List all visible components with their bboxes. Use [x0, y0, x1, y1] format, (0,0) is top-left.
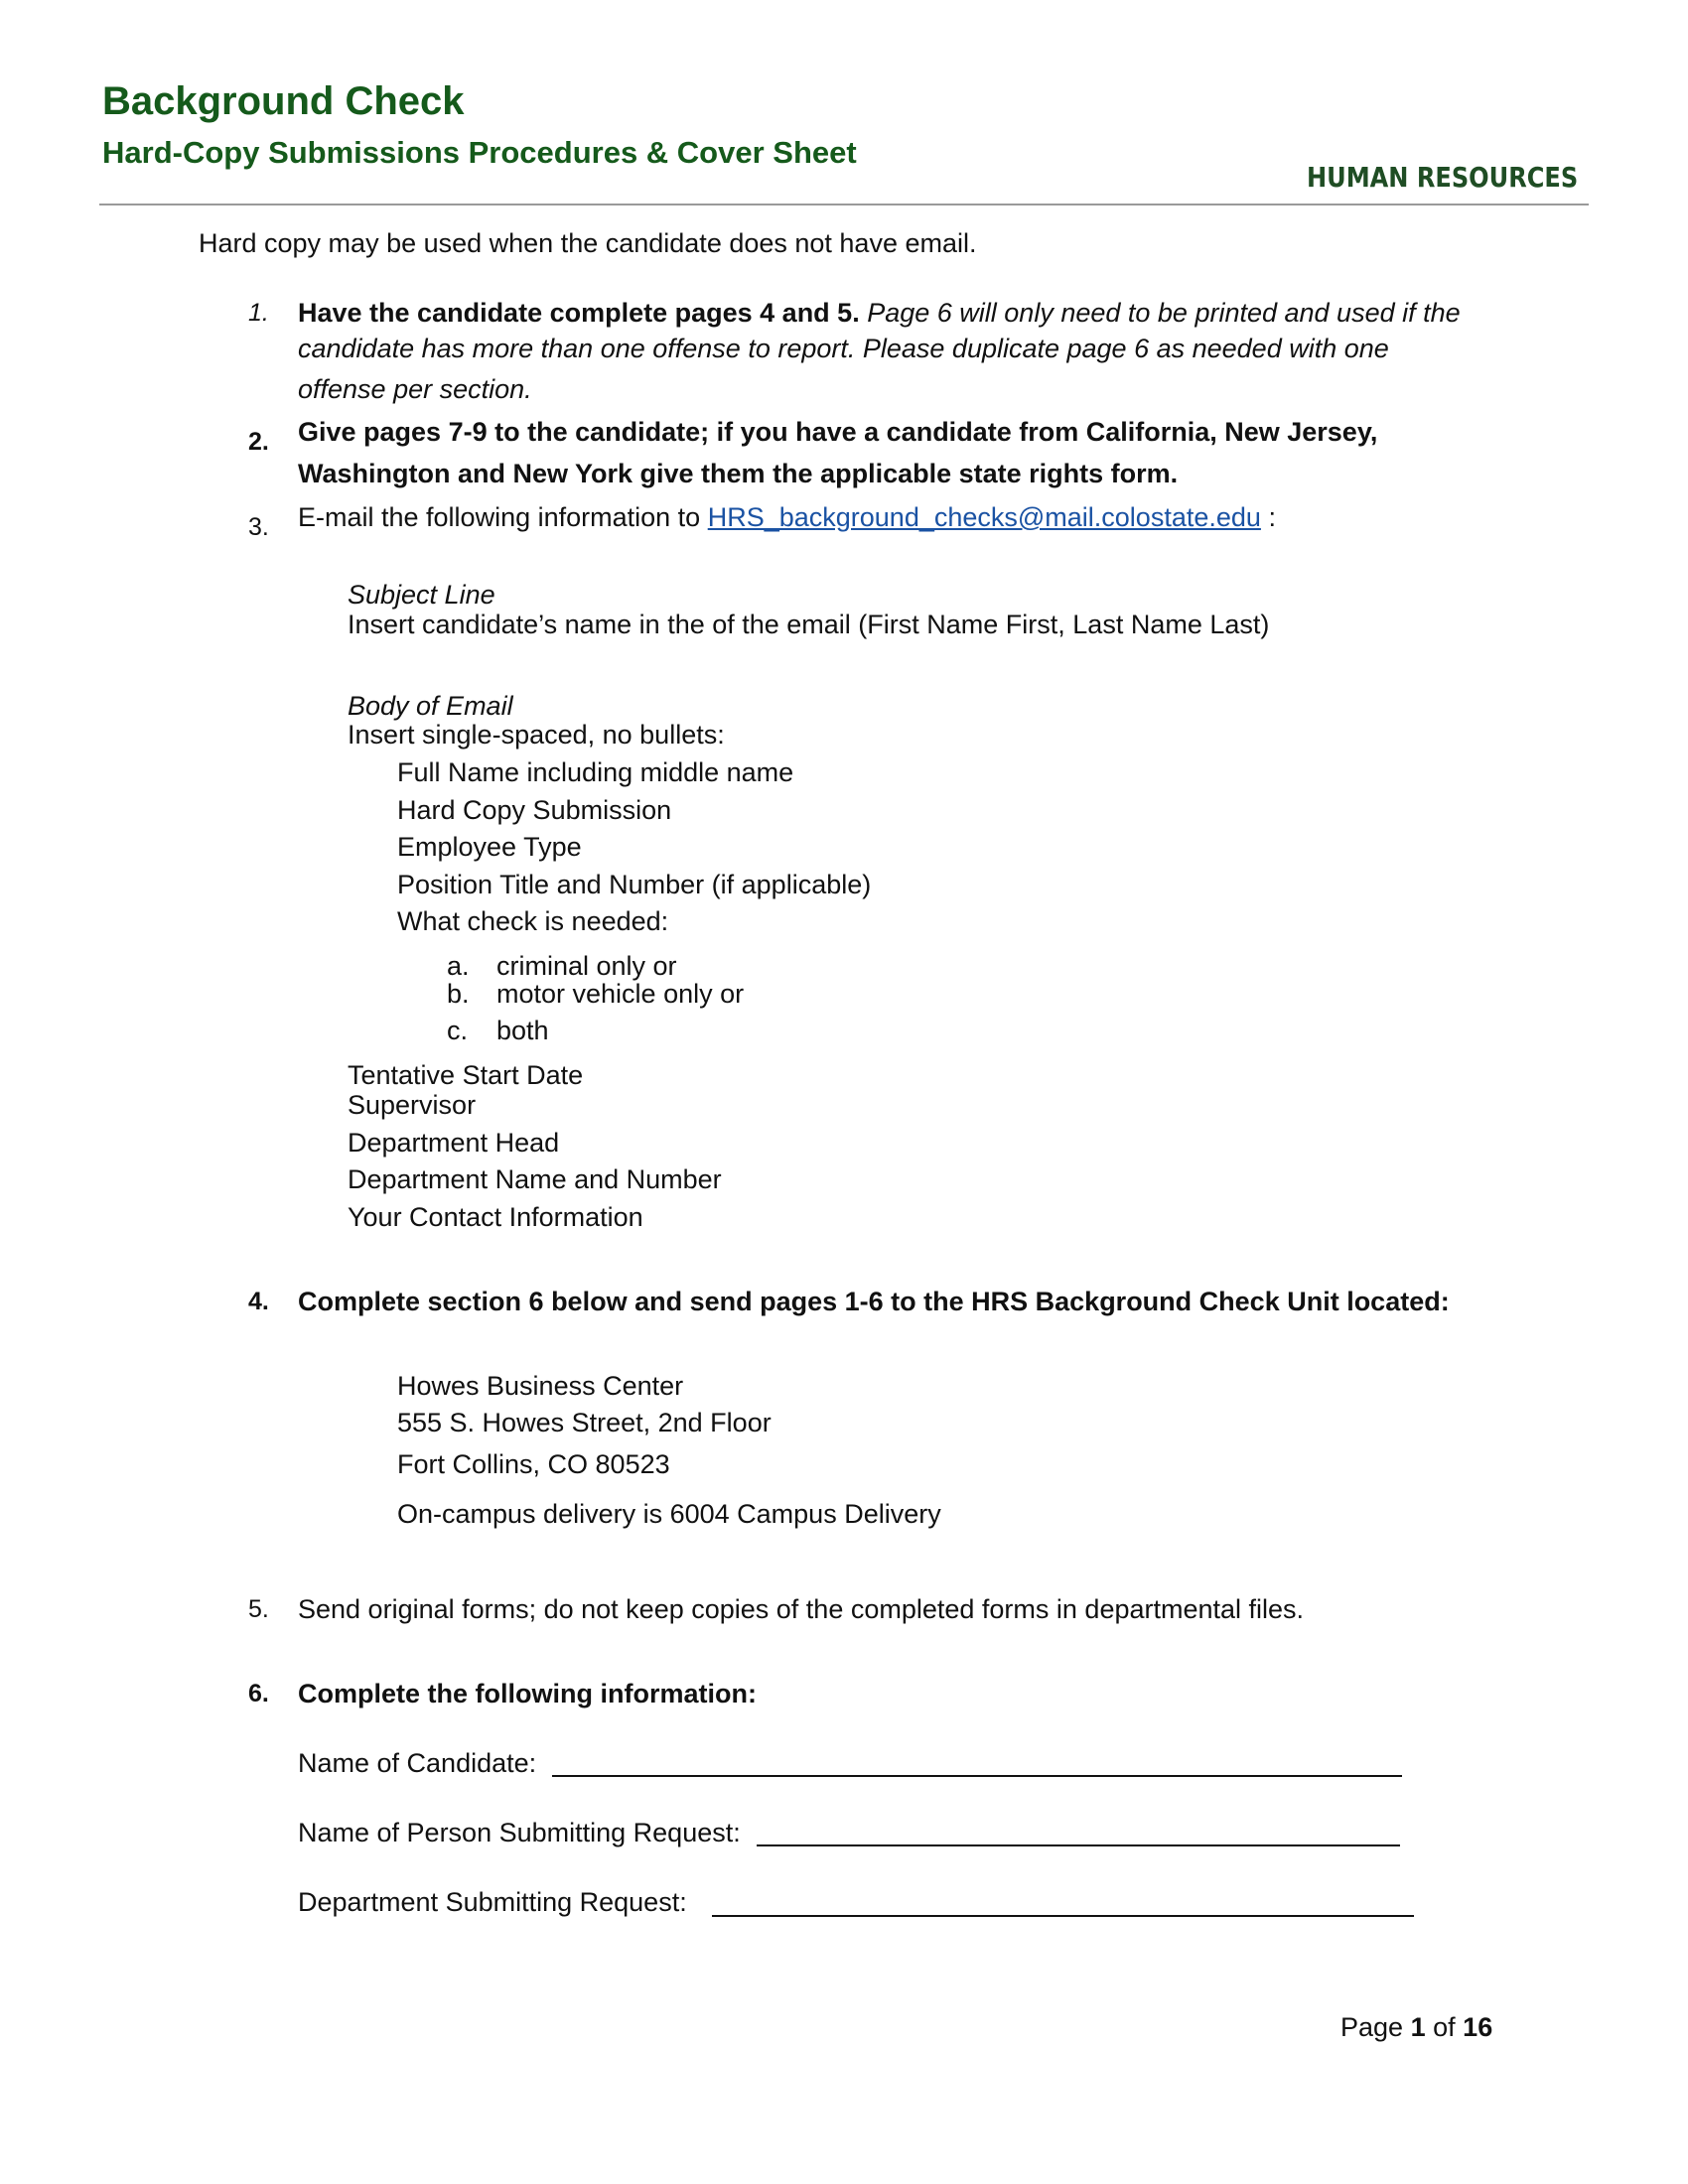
check-option-text: criminal only or [496, 951, 677, 981]
of-word: of [1433, 2012, 1456, 2042]
body-item: Your Contact Information [348, 1202, 643, 1232]
address-line: 555 S. Howes Street, 2nd Floor [397, 1408, 772, 1437]
step-1-number: 1. [248, 299, 269, 327]
body-item: Position Title and Number (if applicable) [397, 870, 872, 899]
step-2-number: 2. [248, 428, 269, 456]
subject-line-heading: Subject Line [348, 580, 495, 610]
body-item: What check is needed: [397, 906, 669, 936]
address-line: Fort Collins, CO 80523 [397, 1449, 670, 1479]
department-label: Department Submitting Request: [298, 1887, 687, 1917]
step-6-text: Complete the following information: [298, 1679, 757, 1708]
check-option-letter: b. [447, 979, 470, 1009]
step-6-number: 6. [248, 1680, 269, 1707]
step-4-text: Complete section 6 below and send pages 1-6 to the HRS Background Check Unit located: [298, 1287, 1450, 1316]
body-email-instruction: Insert single-spaced, no bullets: [348, 720, 725, 750]
step-1-italic-1: Page 6 will only need to be printed and used if the [867, 298, 1461, 328]
body-item: Full Name including middle name [397, 757, 794, 787]
body-item: Department Head [348, 1128, 560, 1158]
body-item: Hard Copy Submission [397, 795, 672, 825]
hr-email-link[interactable]: HRS_background_checks@mail.colostate.edu [707, 502, 1261, 532]
body-item: Supervisor [348, 1090, 477, 1120]
step-5-number: 5. [248, 1595, 269, 1623]
candidate-name-field[interactable] [552, 1775, 1402, 1777]
step-3-text: E-mail the following information to [298, 502, 701, 532]
page-word: Page [1340, 2012, 1404, 2042]
submitter-name-label: Name of Person Submitting Request: [298, 1818, 741, 1847]
human-resources-logo: HUMAN RESOURCES [1307, 161, 1579, 194]
intro-text: Hard copy may be used when the candidate does not have email. [199, 228, 977, 258]
check-option-letter: c. [447, 1016, 469, 1045]
body-item: Department Name and Number [348, 1164, 722, 1194]
step-2-line-2: Washington and New York give them the applicable state rights form. [298, 459, 1179, 488]
step-3-colon: : [1268, 502, 1276, 532]
address-line: Howes Business Center [397, 1371, 684, 1401]
check-option-text: both [496, 1016, 549, 1045]
body-item: Employee Type [397, 832, 582, 862]
campus-delivery: On-campus delivery is 6004 Campus Delivery [397, 1499, 941, 1529]
candidate-name-label: Name of Candidate: [298, 1748, 537, 1778]
step-4-number: 4. [248, 1288, 269, 1315]
step-1-italic-3: offense per section. [298, 374, 532, 404]
body-email-heading: Body of Email [348, 691, 513, 721]
document-title: Background Check [102, 79, 465, 123]
step-1-line-1 [298, 298, 1461, 329]
step-1-bold: Have the candidate complete pages 4 and 5. [298, 298, 860, 328]
body-item: Tentative Start Date [348, 1060, 584, 1090]
current-page: 1 [1410, 2012, 1426, 2042]
check-option-letter: a. [447, 951, 470, 981]
subject-line-text: Insert candidate’s name in the of the email (First Name First, Last Name Last) [348, 610, 1270, 639]
header-divider [99, 204, 1589, 205]
step-1-italic-2: candidate has more than one offense to report. Please duplicate page 6 as needed with one [298, 334, 1389, 363]
step-3-number: 3. [248, 513, 269, 541]
step-3-line [298, 502, 1276, 533]
total-pages: 16 [1463, 2012, 1493, 2042]
submitter-name-field[interactable] [757, 1844, 1400, 1846]
document-subtitle: Hard-Copy Submissions Procedures & Cover Sheet [102, 135, 857, 170]
step-2-line-1: Give pages 7-9 to the candidate; if you have a candidate from California, New Jersey, [298, 417, 1378, 447]
page-number [1340, 2012, 1492, 2043]
department-field[interactable] [712, 1915, 1414, 1917]
step-5-text: Send original forms; do not keep copies of the completed forms in departmental files. [298, 1594, 1305, 1624]
check-option-text: motor vehicle only or [496, 979, 745, 1009]
